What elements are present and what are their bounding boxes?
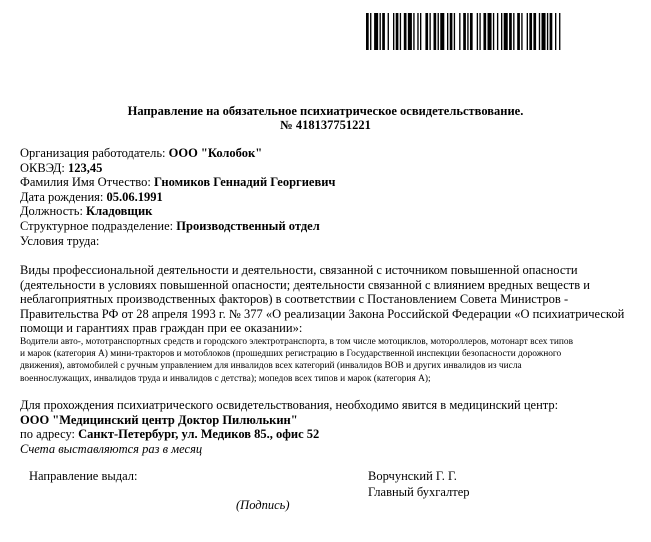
field-value: Кладовщик bbox=[86, 204, 153, 219]
field-label: Структурное подразделение: bbox=[20, 218, 177, 233]
field-label: Фамилия Имя Отчество: bbox=[20, 175, 154, 190]
center-address bbox=[20, 427, 640, 442]
text-line: Виды профессиональной деятельности и деятельности, связанной с источником повышенной опасности bbox=[20, 263, 578, 277]
medical-center-paragraph bbox=[20, 398, 640, 456]
field-department bbox=[20, 219, 335, 234]
field-birth-date bbox=[20, 190, 335, 205]
signer-position: Главный бухгалтер bbox=[368, 485, 470, 499]
address-value: Санкт-Петербург, ул. Медиков 85., офис 52 bbox=[78, 427, 320, 442]
text-line: помощи и гарантиях прав граждан при ее оказании»: bbox=[20, 321, 303, 336]
field-label: Условия труда: bbox=[20, 233, 100, 248]
text-line: военнослужащих, инвалидов труда и инвалидов с детства); мопедов всех типов и марок (категория А); bbox=[20, 373, 431, 384]
text-line: и марок (категория А) мини-тракторов и мотоблоков (прошедших регистрацию в Государственной инспекции безопасности дорожного bbox=[20, 349, 562, 360]
employee-fields bbox=[20, 146, 335, 248]
field-value: Гномиков Геннадий Георгиевич bbox=[153, 175, 336, 190]
field-work-conditions bbox=[20, 234, 335, 249]
field-okved bbox=[20, 161, 335, 176]
signature-label bbox=[236, 498, 290, 513]
signer-name: Ворчунский Г. Г. bbox=[368, 469, 457, 483]
activity-detail-paragraph bbox=[20, 336, 640, 385]
billing-note-text: Счета выставляются раз в месяц bbox=[20, 441, 203, 456]
field-value: Производственный отдел bbox=[176, 218, 320, 233]
text-line: неблагоприятных производственных факторов) в соответствии с Постановлением Совета Министров - bbox=[20, 292, 569, 307]
field-label: Организация работодатель: bbox=[20, 146, 169, 160]
field-label: ОКВЭД: bbox=[20, 160, 69, 175]
issued-by-label: Направление выдал: bbox=[29, 469, 138, 483]
center-name-value: ООО "Медицинский центр Доктор Пилюлькин" bbox=[20, 412, 298, 427]
text-line: Водители авто-, мототранспортных средств и городского электротранспорта, в том числе мотоциклов, мотороллеров, мотонарт всех типов bbox=[20, 337, 574, 347]
field-label: Должность: bbox=[20, 204, 87, 219]
field-value: ООО "Колобок" bbox=[168, 146, 263, 160]
field-label: Дата рождения: bbox=[20, 189, 107, 204]
address-label: по адресу: bbox=[20, 427, 79, 442]
field-position bbox=[20, 204, 335, 219]
activity-types-paragraph bbox=[20, 263, 640, 336]
document-number: № 418137751221 bbox=[280, 118, 371, 132]
barcode bbox=[366, 13, 632, 50]
billing-note bbox=[20, 442, 640, 457]
text-line: движения), автомобилей с ручным управлением для инвалидов всех категорий (инвалидов ВОВ и других инвалидов из числа bbox=[20, 361, 522, 372]
field-full-name bbox=[20, 175, 335, 190]
center-intro: Для прохождения психиатрического освидетельствования, необходимо явится в медицинский центр: bbox=[20, 398, 559, 412]
text-line: Правительства РФ от 28 апреля 1993 г. № 377 «О реализации Закона Российской Федерации «О психиатрической bbox=[20, 306, 625, 321]
text-line: (деятельности в условиях повышенной опасности; деятельности связанной с влиянием вредных веществ и bbox=[20, 277, 590, 292]
center-name bbox=[20, 413, 640, 428]
signature-label-text: (Подпись) bbox=[236, 498, 290, 512]
field-organization bbox=[20, 146, 335, 161]
document-title: Направление на обязательное психиатрическое освидетельствование. bbox=[127, 104, 524, 118]
field-value: 123,45 bbox=[68, 160, 103, 175]
field-value: 05.06.1991 bbox=[106, 189, 163, 204]
